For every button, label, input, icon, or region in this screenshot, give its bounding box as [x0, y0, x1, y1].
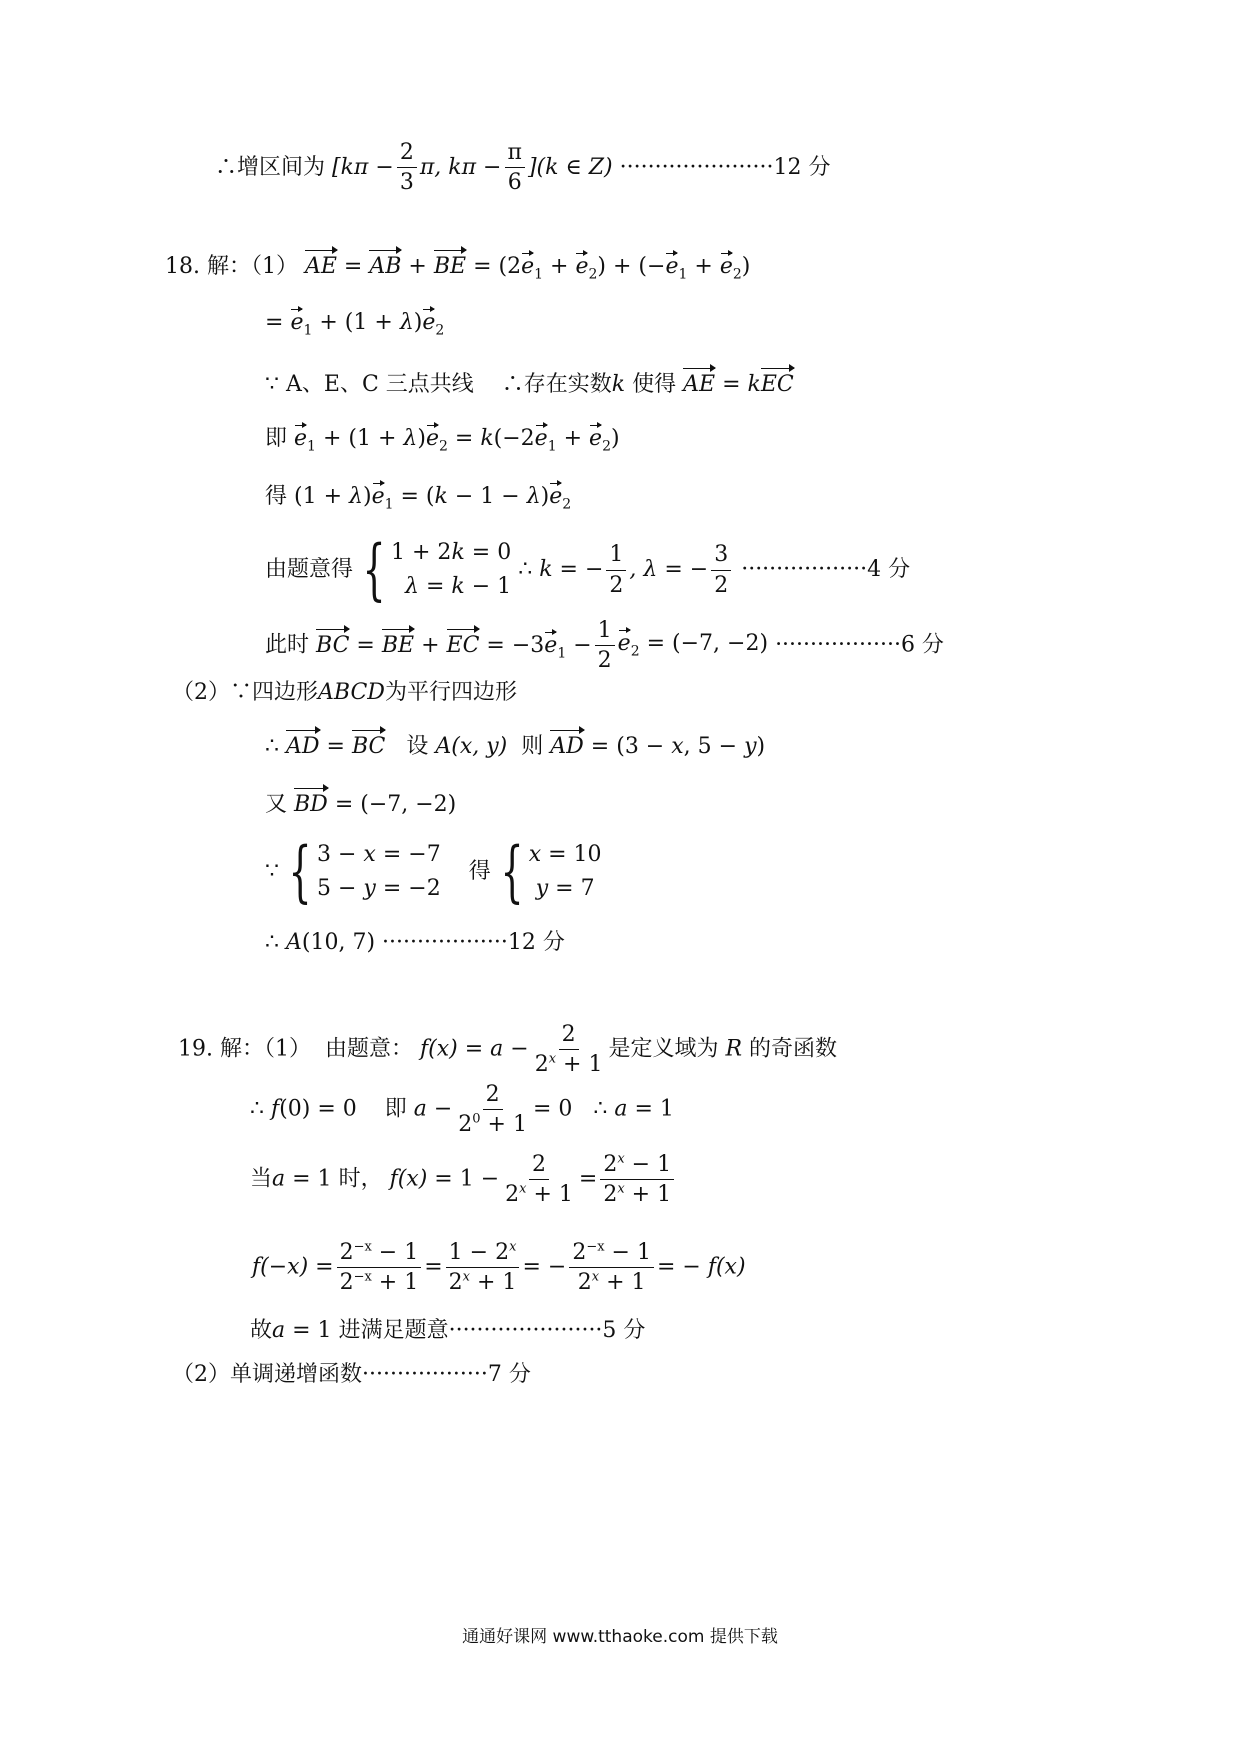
q18-part1: 18. 解：（1） AE = AB + BE = $(2e_1 + e_2) + (-e_1 + e_2)$: [165, 250, 750, 283]
q19-when-a1: 当a = 1 时， f(x) = 1 − $\frac{2}{2^x + 1}$ = $\frac{2^x - 1}{2^x + 1}$: [250, 1152, 677, 1208]
q18-eq1: 即 $e_1 + (1 + \lambda)e_2 = k(-2e_1 + e_2)$: [265, 426, 620, 455]
score-6: ··················6 分: [775, 632, 944, 658]
score-5: ······················5 分: [448, 1318, 646, 1343]
q19-conclusion: 故a = 1 进满足题意······················5 分: [250, 1318, 646, 1343]
q18-bc: 此时 BC = BE + EC = $-3e_1$ − $\frac{1}{2}$ $e_2 = (-7$, −2) ··················6 分: [265, 618, 944, 674]
q18-system: 由题意得 { 1 + 2k = 0 λ = k − 1 ∴ k = − $\frac{1}{2}$ , λ = − $\frac{3}{2}$ ··················4 分: [265, 531, 911, 609]
q19-odd-check: f(−x) = $\frac{2^{-x} - 1}{2^{-x} + 1}$ = $\frac{1 - 2^x}{2^x + 1}$ = − $\frac{2^{-x} - 1}{2^x + 1}$ = − f(x): [252, 1239, 746, 1296]
q18-simplify: = $e_1 + (1 + \lambda)e_2$: [265, 310, 445, 339]
q18-eq2: 得 $(1 + \lambda)e_1 = (k - 1 - \lambda)e_2$: [265, 484, 572, 513]
line-increase-interval: ∴增区间为 [kπ − $\frac{2}{3}$ π, kπ − $\frac{\pi}{6}$ ](k ∈ Z) ······················12 分: [215, 140, 831, 196]
q19-part1: 19. 解：（1） 由题意： f(x) = a − $\frac{2}{2^x + 1}$ 是定义域为 R 的奇函数: [178, 1022, 838, 1078]
q18-collinear: ∵ A、E、C 三点共线 ∴存在实数k 使得 AE = kEC: [265, 368, 794, 398]
score-12: ······················12 分: [619, 154, 831, 180]
score-12b: ··················12 分: [382, 930, 565, 955]
q18-solve-system: ∵ { 3 − x = −7 5 − y = −2 得 { x = 10 y = 7: [265, 833, 602, 911]
score-4: ··················4 分: [741, 556, 911, 582]
q18-result: ∴ A(10, 7) ··················12 分: [265, 930, 565, 955]
q18-bd: 又 BD = (−7, −2): [265, 788, 456, 818]
q18-part2: （2）∵四边形ABCD为平行四边形: [172, 680, 517, 705]
q19-part2: （2）单调递增函数··················7 分: [172, 1362, 531, 1387]
q18-ad-bc: ∴ AD = BC 设 A(x, y) 则 AD = (3 − x, 5 − y): [265, 730, 765, 760]
score-7: ··················7 分: [362, 1362, 531, 1387]
q19-f0: ∴ f(0) = 0 即 a − $\frac{2}{2^0 + 1}$ = 0 ∴ a = 1: [250, 1082, 674, 1138]
footer-source: 通通好课网 www.tthaoke.com 提供下载: [462, 1627, 778, 1647]
